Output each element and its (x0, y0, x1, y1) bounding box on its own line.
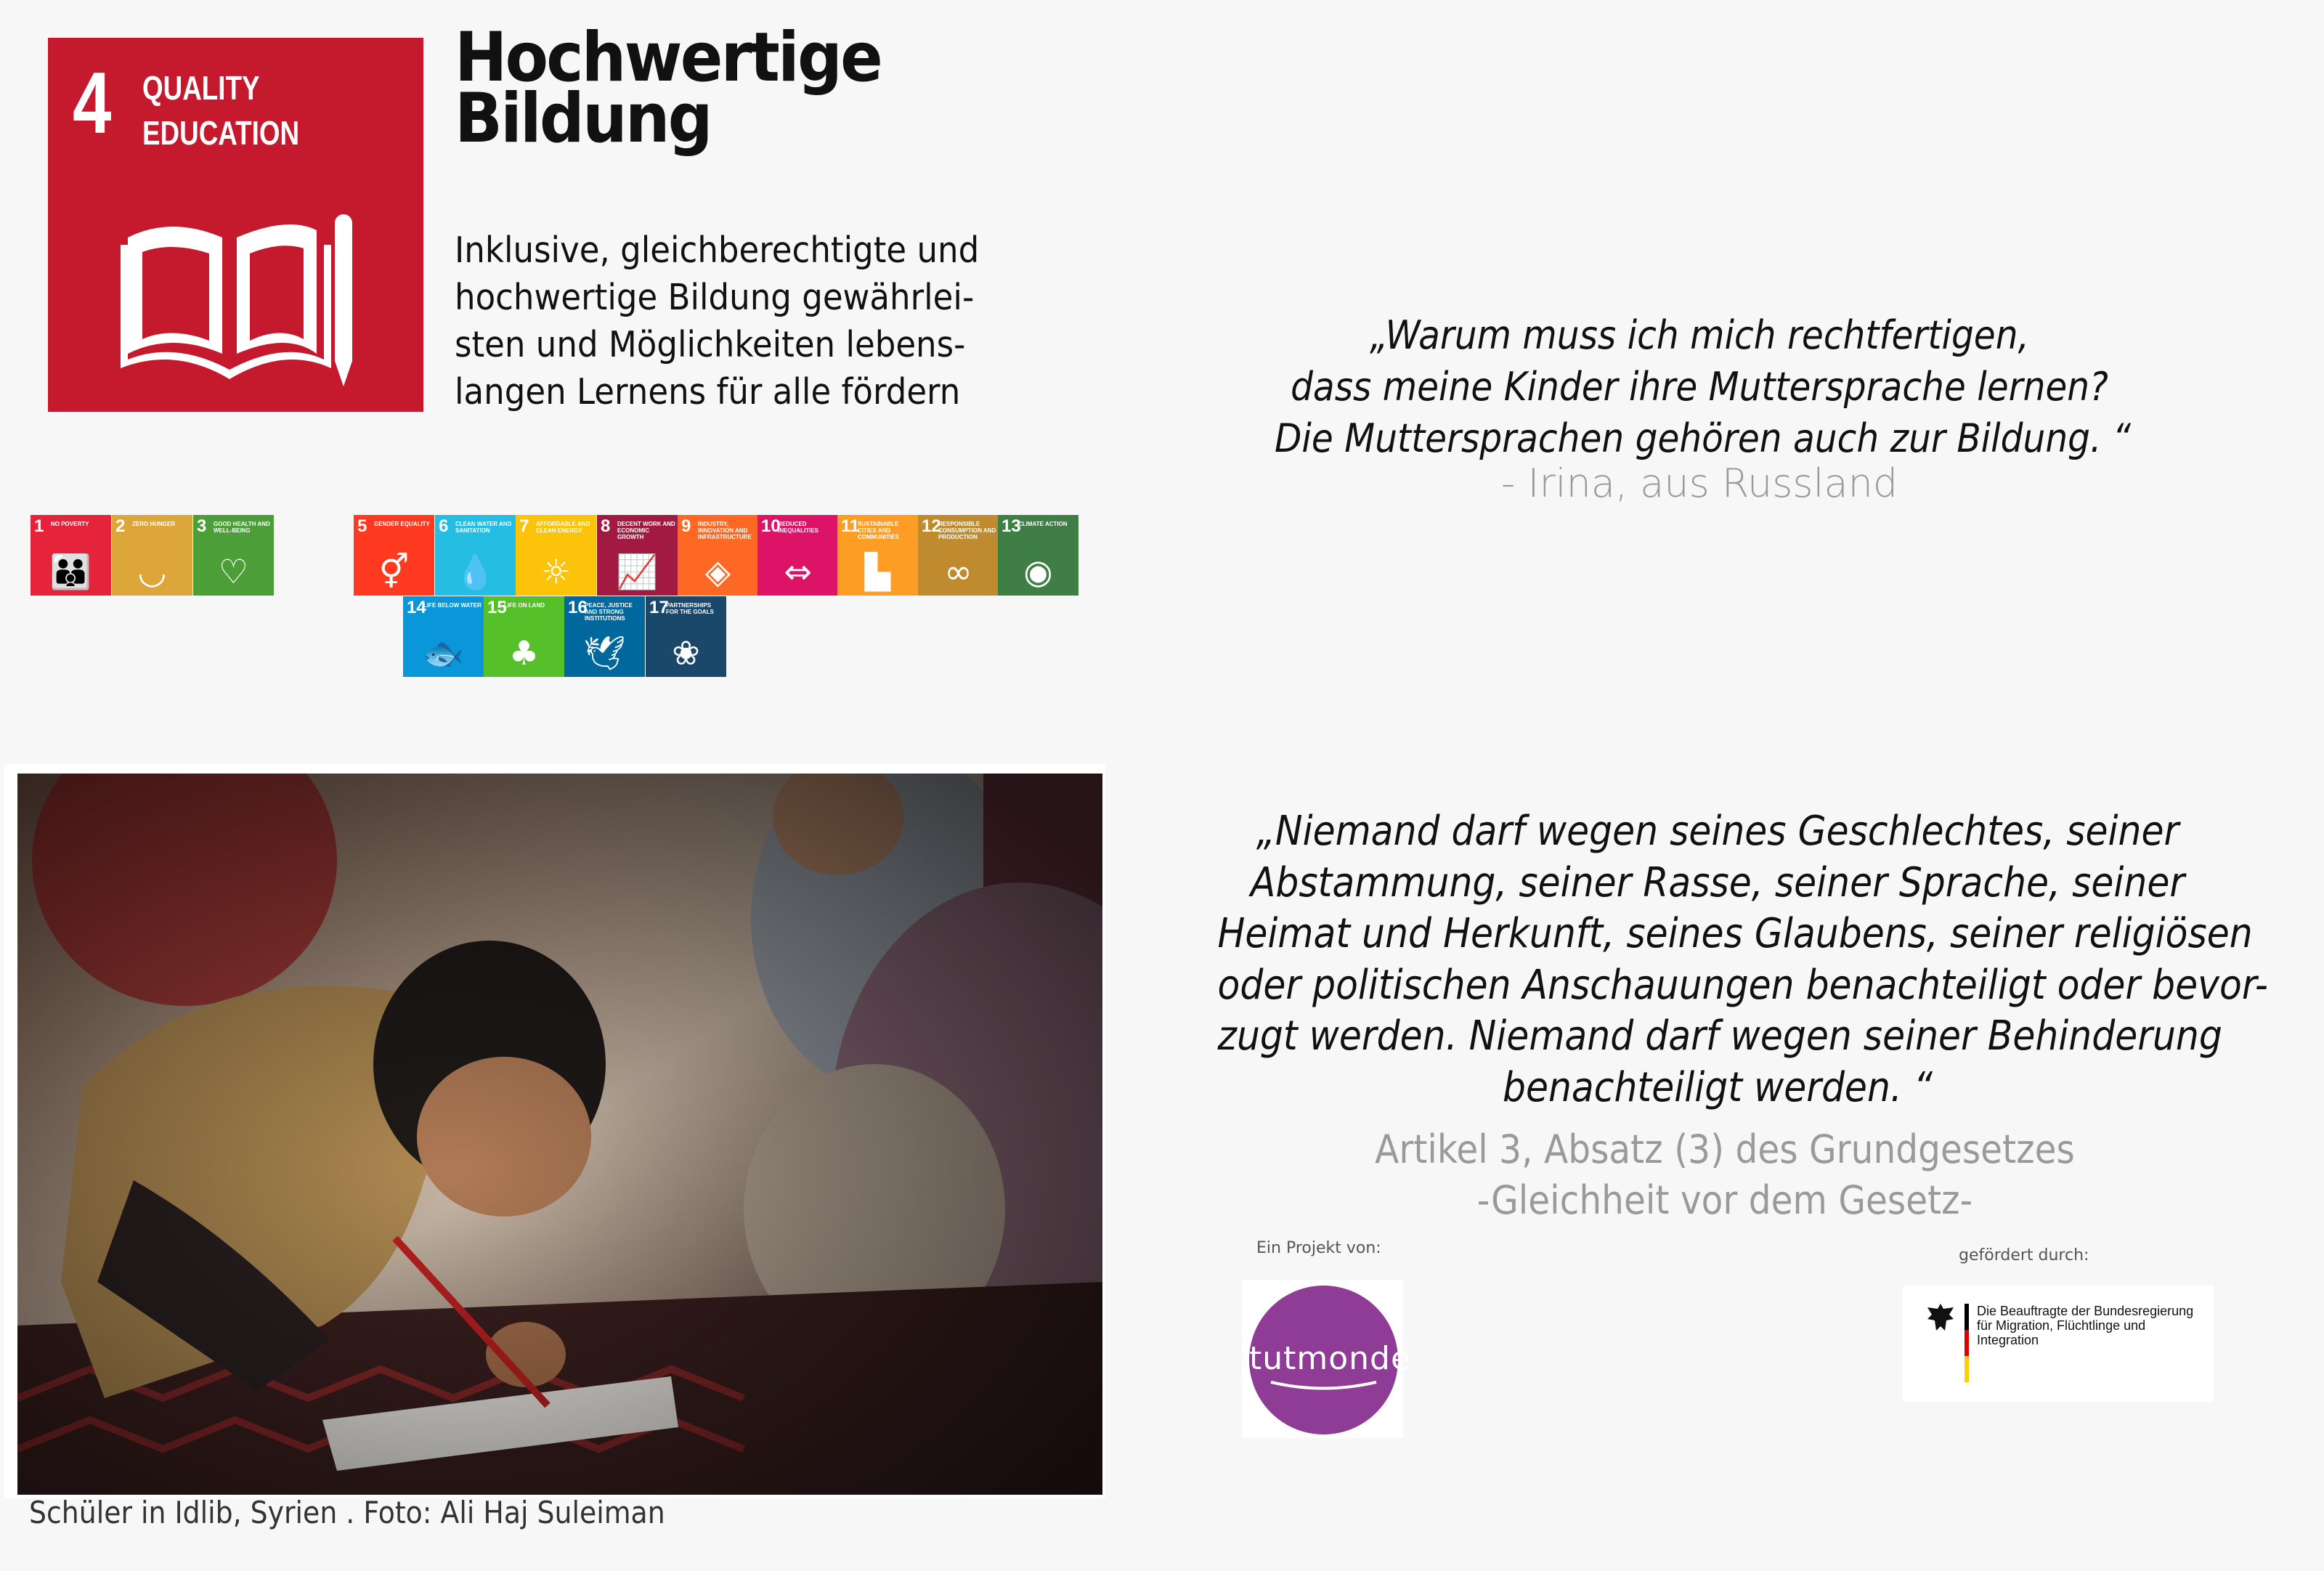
sdg-number: 9 (681, 516, 691, 536)
sdg-tile-9 (678, 515, 758, 596)
sdg-title: DECENT WORK AND ECONOMIC GROWTH (617, 521, 675, 540)
student-photo (17, 774, 1102, 1495)
sdg-number: 3 (197, 516, 207, 536)
sdg4-label (142, 65, 299, 155)
fish-icon: 🐟 (422, 633, 465, 673)
sdg-tile-17 (646, 596, 726, 677)
sdg-number: 17 (649, 598, 669, 617)
sdg-title: AFFORDABLE AND CLEAN ENERGY (536, 521, 590, 534)
sun-icon: ☼ (540, 552, 572, 591)
sdg-number: 8 (601, 516, 611, 536)
sdg-title: REDUCED INEQUALITIES (778, 521, 819, 534)
sdg-title: PEACE, JUSTICE AND STRONG INSTITUTIONS (585, 602, 633, 622)
sdg-number: 1 (34, 516, 44, 536)
german-flag-bar (1965, 1304, 1969, 1382)
sdg-tile-10 (757, 515, 838, 596)
sdg-number: 13 (1001, 516, 1021, 536)
growth-chart-icon: 📈 (616, 552, 659, 591)
sdg-number: 5 (357, 516, 367, 536)
sdg-tile-13 (998, 515, 1078, 596)
city-icon: ▙ (864, 552, 891, 591)
sdg-tile-12 (918, 515, 999, 596)
quote-grundgesetz (1162, 806, 2273, 1113)
tree-icon: ♣ (508, 633, 540, 673)
book-pencil-icon (121, 187, 367, 397)
infinity-icon: ∞ (944, 552, 972, 591)
sdg-title: NO POVERTY (51, 521, 89, 527)
family-icon: 👪 (49, 552, 92, 591)
source-line: -Gleichheit vor dem Gesetz- (1476, 1177, 1973, 1223)
sdg-number: 7 (519, 516, 529, 536)
sdg-title: CLIMATE ACTION (1018, 521, 1068, 527)
sdg-tile-1 (31, 515, 111, 596)
equality-icon: ⇔ (784, 552, 812, 591)
tutmonde-logo-text: tutmonde (1249, 1340, 1412, 1377)
quote-line: „Warum muss ich mich rechtfertigen, (1370, 312, 2029, 358)
water-drop-icon: 💧 (454, 552, 497, 591)
sdg-title: ZERO HUNGER (132, 521, 176, 527)
bowl-icon: ◡ (137, 552, 167, 591)
source-line: Artikel 3, Absatz (3) des Grundgesetzes (1375, 1127, 2075, 1172)
sdg-title: PARTNERSHIPS FOR THE GOALS (666, 602, 714, 615)
description-line: langen Lernens für alle fördern (455, 371, 961, 413)
quote-source (1235, 1124, 2215, 1226)
sdg-number: 11 (841, 516, 860, 536)
quote-line: „Niemand darf wegen seines Geschlechtes, seiner (1256, 808, 2179, 855)
goal-description (455, 227, 1050, 415)
funder-line: Die Beauftragte der Bundesregierung (1977, 1304, 2194, 1318)
sdg-title: SUSTAINABLE CITIES AND COMMUNITIES (858, 521, 899, 540)
sdg-tile-8 (597, 515, 678, 596)
sdg-number: 2 (115, 516, 126, 536)
sdg-tile-3 (193, 515, 274, 596)
sdg-title: LIFE BELOW WATER (423, 602, 482, 609)
funder-name (1977, 1304, 2209, 1347)
project-label: Ein Projekt von: (1256, 1239, 1381, 1257)
photo-caption: Schüler in Idlib, Syrien . Foto: Ali Haj Suleiman (29, 1495, 665, 1530)
quote-line: Abstammung, seiner Rasse, seiner Sprache, seiner (1250, 858, 2185, 906)
logo-swoosh-icon (1267, 1379, 1380, 1393)
title-line: Bildung (455, 79, 711, 158)
dove-icon: 🕊 (583, 633, 626, 673)
description-line: Inklusive, gleichberechtigte und (455, 230, 980, 271)
eye-globe-icon: ◉ (1023, 552, 1053, 591)
quote-line: zugt werden. Niemand darf wegen seiner Behinderung (1217, 1012, 2222, 1060)
heartbeat-icon: ♡ (218, 552, 249, 591)
quote-irina (1227, 309, 2171, 464)
sdg-tile-11 (837, 515, 918, 596)
page-title (455, 18, 1036, 158)
funded-label: gefördert durch: (1959, 1246, 2089, 1264)
quote-line: Die Muttersprachen gehören auch zur Bildung. “ (1275, 415, 2132, 461)
quote-source: - Irina, aus Russland (1500, 460, 1898, 506)
sdg-tile-7 (516, 515, 596, 596)
sdg-title: RESPONSIBLE CONSUMPTION AND PRODUCTION (938, 521, 996, 540)
gender-icon: ⚥ (378, 552, 410, 591)
description-line: hochwertige Bildung gewährlei- (455, 277, 975, 318)
sdg-number: 15 (487, 598, 507, 617)
quote-line: benachteiligt werden. “ (1502, 1063, 1933, 1111)
sdg-title: GENDER EQUALITY (374, 521, 430, 527)
sdg4-label-line: EDUCATION (142, 114, 300, 152)
sdg-tile-15 (484, 596, 564, 677)
federal-eagle-icon (1925, 1302, 1957, 1333)
funder-line: Integration (1977, 1333, 2039, 1347)
sdg-tile-5 (354, 515, 434, 596)
cubes-icon: ◈ (704, 552, 731, 591)
sdg-number: 14 (407, 598, 426, 617)
sdg-title: LIFE ON LAND (504, 602, 545, 609)
flower-icon: ❀ (672, 633, 700, 673)
sdg-number: 12 (922, 516, 941, 536)
quote-line: dass meine Kinder ihre Muttersprache lernen? (1291, 364, 2108, 410)
sdg-tile-6 (435, 515, 516, 596)
quote-line: oder politischen Anschauungen benachteiligt oder bevor- (1217, 961, 2268, 1009)
sdg4-label-line: QUALITY (142, 69, 260, 107)
sdg-title: GOOD HEALTH AND WELL-BEING (214, 521, 270, 534)
sdg-tile-2 (112, 515, 192, 596)
sdg-number: 16 (568, 598, 588, 617)
quote-line: Heimat und Herkunft, seines Glaubens, seiner religiösen (1217, 910, 2253, 957)
sdg-number: 10 (761, 516, 781, 536)
sdg-number: 6 (439, 516, 449, 536)
sdg-tile-16 (564, 596, 645, 677)
funder-line: für Migration, Flüchtlinge und (1977, 1318, 2146, 1333)
sdg4-number: 4 (73, 54, 112, 152)
sdg-title: CLEAN WATER AND SANITATION (455, 521, 512, 534)
title-line: Hochwertige (455, 18, 882, 97)
description-line: sten und Möglichkeiten lebens- (455, 324, 966, 365)
sdg-title: INDUSTRY, INNOVATION AND INFRASTRUCTURE (698, 521, 752, 540)
sdg4-tile (48, 38, 423, 412)
sdg-tile-14 (403, 596, 484, 677)
